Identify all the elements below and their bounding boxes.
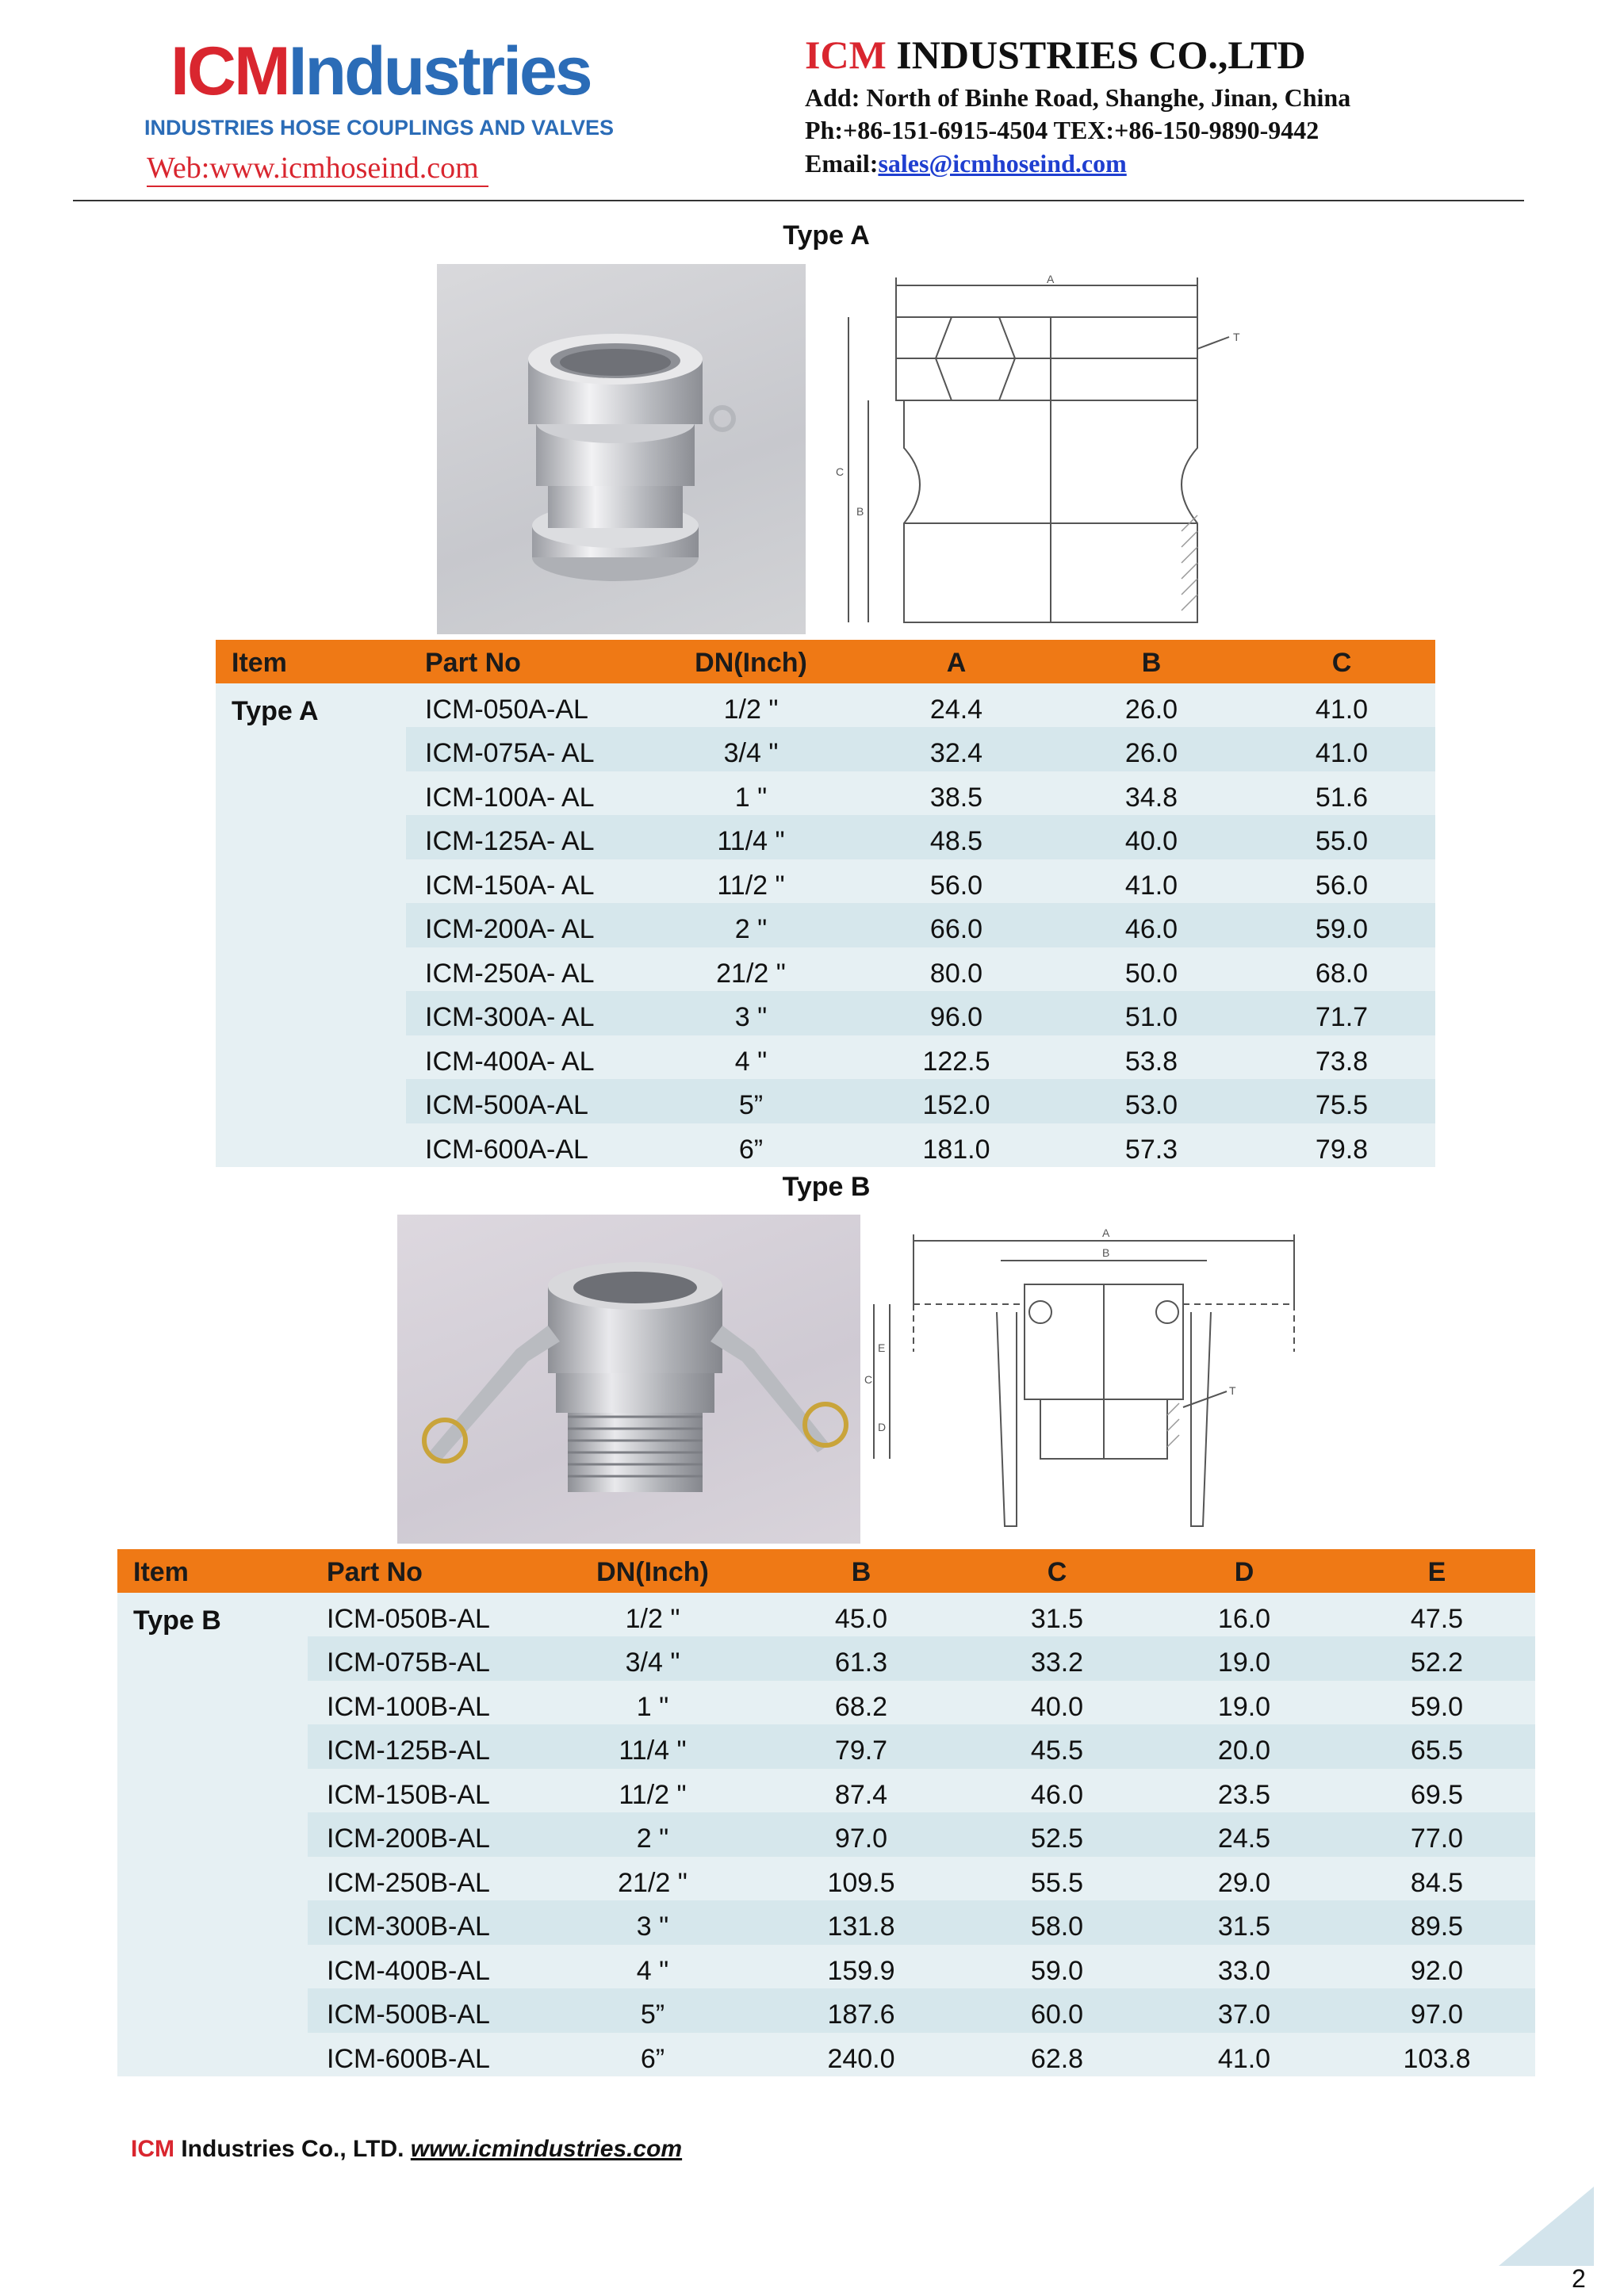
type-a-coupling-image: [437, 264, 806, 634]
table-cell: 2 ": [636, 1823, 669, 1854]
table-row: [406, 1123, 1435, 1167]
table-cell: 56.0: [1315, 870, 1369, 901]
type-a-col-item: Item: [232, 648, 287, 678]
table-cell: 16.0: [1217, 1604, 1271, 1634]
type-b-drawing-label-c: C: [864, 1373, 873, 1386]
website-link[interactable]: Web:www.icmhoseind.com: [147, 151, 488, 187]
table-cell: 1/2 ": [625, 1604, 680, 1634]
page-number: 2: [1572, 2264, 1586, 2293]
table-row: [308, 1900, 1535, 1944]
part-number-cell: ICM-200A- AL: [425, 914, 595, 945]
table-cell: 32.4: [929, 738, 983, 769]
table-cell: 40.0: [1030, 1691, 1084, 1722]
table-cell: 3 ": [734, 1002, 768, 1033]
type-b-col-part-no: Part No: [327, 1557, 423, 1587]
table-cell: 84.5: [1410, 1867, 1464, 1898]
part-number-cell: ICM-600A-AL: [425, 1134, 588, 1165]
type-a-product-photo: [437, 264, 806, 634]
table-cell: 6”: [738, 1134, 764, 1165]
table-cell: 46.0: [1030, 1779, 1084, 1810]
company-email-line: [805, 149, 1127, 178]
table-cell: 75.5: [1315, 1090, 1369, 1121]
type-b-product-photo: [397, 1215, 860, 1544]
table-cell: 51.6: [1315, 782, 1369, 813]
table-row: [308, 1681, 1535, 1724]
table-row: [308, 1945, 1535, 1988]
table-cell: 4 ": [636, 1955, 669, 1986]
page-corner-decoration: [1499, 2187, 1594, 2266]
part-number-cell: ICM-050A-AL: [425, 695, 588, 725]
table-cell: 55.0: [1315, 826, 1369, 857]
table-cell: 92.0: [1410, 1955, 1464, 1986]
page-footer: [131, 2136, 682, 2163]
type-b-col-b: B: [851, 1557, 871, 1587]
table-cell: 38.5: [929, 782, 983, 813]
part-number-cell: ICM-400A- AL: [425, 1046, 595, 1077]
part-number-cell: ICM-250A- AL: [425, 958, 595, 989]
type-a-col-b: B: [1141, 648, 1162, 678]
type-a-table-header: [216, 640, 1435, 683]
part-number-cell: ICM-100B-AL: [327, 1691, 490, 1722]
table-cell: 96.0: [929, 1002, 983, 1033]
table-cell: 45.0: [834, 1604, 888, 1634]
part-number-cell: ICM-075A- AL: [425, 738, 595, 769]
type-a-drawing-label-t: T: [1233, 331, 1240, 343]
table-cell: 11/2 ": [717, 870, 785, 901]
table-row: [406, 1079, 1435, 1123]
type-b-drawing-label-e: E: [878, 1341, 886, 1354]
table-row: [406, 859, 1435, 903]
part-number-cell: ICM-500B-AL: [327, 1999, 490, 2030]
company-address: Add: North of Binhe Road, Shanghe, Jinan, China: [805, 83, 1351, 112]
part-number-cell: ICM-075B-AL: [327, 1647, 490, 1678]
footer-company: Industries Co., LTD.: [174, 2136, 411, 2162]
table-cell: 31.5: [1217, 1911, 1271, 1942]
company-name-icm: ICM: [805, 33, 887, 77]
table-cell: 69.5: [1410, 1779, 1464, 1810]
type-a-item-label: Type A: [232, 696, 319, 726]
table-row: [308, 1636, 1535, 1680]
table-row: [406, 727, 1435, 771]
table-cell: 46.0: [1124, 914, 1178, 945]
table-cell: 19.0: [1217, 1647, 1271, 1678]
type-b-drawing-label-b: B: [1102, 1246, 1110, 1259]
type-b-drawing-label-t: T: [1229, 1384, 1236, 1397]
table-cell: 47.5: [1410, 1604, 1464, 1634]
table-row: [406, 947, 1435, 991]
type-a-spec-table: [216, 640, 1435, 1167]
table-cell: 5”: [738, 1090, 764, 1121]
table-cell: 152.0: [922, 1090, 990, 1121]
type-a-col-c: C: [1331, 648, 1352, 678]
table-cell: 71.7: [1315, 1002, 1369, 1033]
table-cell: 5”: [640, 1999, 665, 2030]
part-number-cell: ICM-500A-AL: [425, 1090, 588, 1121]
table-cell: 23.5: [1217, 1779, 1271, 1810]
table-cell: 57.3: [1124, 1134, 1178, 1165]
table-cell: 187.6: [827, 1999, 895, 2030]
table-row: [308, 1769, 1535, 1812]
company-phone: Ph:+86-151-6915-4504 TEX:+86-150-9890-9442: [805, 116, 1320, 144]
table-cell: 68.2: [834, 1691, 888, 1722]
table-cell: 1 ": [734, 782, 768, 813]
type-a-col-a: A: [946, 648, 967, 678]
part-number-cell: ICM-150A- AL: [425, 870, 595, 901]
part-number-cell: ICM-250B-AL: [327, 1867, 490, 1898]
table-row: [406, 815, 1435, 859]
table-cell: 80.0: [929, 958, 983, 989]
table-cell: 89.5: [1410, 1911, 1464, 1942]
table-cell: 26.0: [1124, 738, 1178, 769]
table-cell: 73.8: [1315, 1046, 1369, 1077]
type-b-drawing-label-d: D: [878, 1421, 887, 1433]
type-b-col-e: E: [1427, 1557, 1446, 1587]
table-cell: 77.0: [1410, 1823, 1464, 1854]
part-number-cell: ICM-150B-AL: [327, 1779, 490, 1810]
type-b-drawing-label-a: A: [1102, 1226, 1110, 1239]
table-cell: 181.0: [922, 1134, 990, 1165]
table-cell: 31.5: [1030, 1604, 1084, 1634]
table-cell: 3/4 ": [723, 738, 779, 769]
table-cell: 53.8: [1124, 1046, 1178, 1077]
table-cell: 97.0: [1410, 1999, 1464, 2030]
footer-icm: ICM: [131, 2136, 174, 2162]
table-cell: 33.0: [1217, 1955, 1271, 1986]
table-row: [308, 1988, 1535, 2032]
table-cell: 19.0: [1217, 1691, 1271, 1722]
table-cell: 87.4: [834, 1779, 888, 1810]
table-cell: 41.0: [1124, 870, 1178, 901]
email-label: Email:: [805, 149, 879, 178]
table-cell: 6”: [640, 2043, 665, 2074]
part-number-cell: ICM-300B-AL: [327, 1911, 490, 1942]
type-a-col-dn: DN(Inch): [695, 648, 807, 678]
part-number-cell: ICM-600B-AL: [327, 2043, 490, 2074]
table-cell: 24.5: [1217, 1823, 1271, 1854]
type-b-coupling-image: [397, 1215, 860, 1544]
type-b-spec-table: [117, 1549, 1535, 2076]
table-cell: 61.3: [834, 1647, 888, 1678]
part-number-cell: ICM-400B-AL: [327, 1955, 490, 1986]
table-row: [308, 1857, 1535, 1900]
type-a-col-part-no: Part No: [425, 648, 521, 678]
table-cell: 3 ": [636, 1911, 669, 1942]
footer-url-link[interactable]: www.icmindustries.com: [410, 2136, 683, 2162]
part-number-cell: ICM-125B-AL: [327, 1735, 490, 1766]
table-cell: 1/2 ": [723, 695, 779, 725]
table-row: [308, 1593, 1535, 1636]
table-cell: 41.0: [1315, 695, 1369, 725]
type-a-drawing-label-b: B: [856, 505, 864, 518]
type-b-technical-drawing: [866, 1225, 1302, 1546]
type-b-table-body: [117, 1593, 1535, 2076]
table-cell: 131.8: [827, 1911, 895, 1942]
table-cell: 21/2 ": [716, 958, 786, 989]
table-cell: 68.0: [1315, 958, 1369, 989]
table-cell: 58.0: [1030, 1911, 1084, 1942]
table-cell: 37.0: [1217, 1999, 1271, 2030]
table-cell: 56.0: [929, 870, 983, 901]
table-cell: 26.0: [1124, 695, 1178, 725]
type-a-technical-drawing: [833, 270, 1273, 634]
table-cell: 53.0: [1124, 1090, 1178, 1121]
table-cell: 29.0: [1217, 1867, 1271, 1898]
table-cell: 11/4 ": [619, 1735, 687, 1766]
table-cell: 50.0: [1124, 958, 1178, 989]
part-number-cell: ICM-200B-AL: [327, 1823, 490, 1854]
type-b-item-label: Type B: [133, 1605, 221, 1636]
table-cell: 66.0: [929, 914, 983, 945]
table-cell: 4 ": [734, 1046, 768, 1077]
table-cell: 41.0: [1315, 738, 1369, 769]
table-row: [406, 903, 1435, 947]
table-cell: 3/4 ": [625, 1647, 680, 1678]
email-link[interactable]: sales@icmhoseind.com: [878, 149, 1127, 178]
table-cell: 79.8: [1315, 1134, 1369, 1165]
table-cell: 103.8: [1403, 2043, 1471, 2074]
table-cell: 97.0: [834, 1823, 888, 1854]
logo-tagline: INDUSTRIES HOSE COUPLINGS AND VALVES: [144, 116, 615, 140]
table-cell: 109.5: [827, 1867, 895, 1898]
logo-icm-text: ICM: [170, 33, 289, 109]
table-cell: 55.5: [1030, 1867, 1084, 1898]
table-cell: 62.8: [1030, 2043, 1084, 2074]
type-b-table-header: [117, 1549, 1535, 1593]
table-row: [308, 2033, 1535, 2076]
table-row: [406, 1035, 1435, 1079]
type-a-drawing-label-c: C: [836, 465, 845, 478]
header-divider: [73, 200, 1524, 201]
table-cell: 79.7: [834, 1735, 888, 1766]
table-row: [406, 991, 1435, 1035]
table-row: [406, 683, 1435, 727]
type-b-col-item: Item: [133, 1557, 189, 1587]
type-b-col-d: D: [1234, 1557, 1254, 1587]
type-b-col-c: C: [1047, 1557, 1067, 1587]
table-cell: 65.5: [1410, 1735, 1464, 1766]
part-number-cell: ICM-300A- AL: [425, 1002, 595, 1033]
table-cell: 159.9: [827, 1955, 895, 1986]
table-cell: 33.2: [1030, 1647, 1084, 1678]
table-cell: 59.0: [1410, 1691, 1464, 1722]
type-a-title: Type A: [783, 220, 870, 251]
table-cell: 34.8: [1124, 782, 1178, 813]
table-cell: 40.0: [1124, 826, 1178, 857]
table-row: [308, 1724, 1535, 1768]
table-cell: 51.0: [1124, 1002, 1178, 1033]
part-number-cell: ICM-125A- AL: [425, 826, 595, 857]
table-cell: 24.4: [929, 695, 983, 725]
table-cell: 20.0: [1217, 1735, 1271, 1766]
company-name: [805, 32, 1306, 78]
table-cell: 45.5: [1030, 1735, 1084, 1766]
table-cell: 240.0: [827, 2043, 895, 2074]
table-cell: 52.5: [1030, 1823, 1084, 1854]
type-b-title: Type B: [782, 1172, 871, 1202]
table-cell: 11/2 ": [619, 1779, 687, 1810]
table-cell: 59.0: [1315, 914, 1369, 945]
table-cell: 1 ": [636, 1691, 669, 1722]
type-b-col-dn: DN(Inch): [596, 1557, 709, 1587]
table-cell: 41.0: [1217, 2043, 1271, 2074]
table-cell: 2 ": [734, 914, 768, 945]
table-cell: 48.5: [929, 826, 983, 857]
table-row: [406, 771, 1435, 815]
table-cell: 122.5: [922, 1046, 990, 1077]
table-cell: 11/4 ": [717, 826, 785, 857]
company-logo: [170, 32, 591, 111]
table-row: [308, 1812, 1535, 1856]
table-cell: 59.0: [1030, 1955, 1084, 1986]
type-a-drawing-label-a: A: [1047, 273, 1055, 285]
table-cell: 52.2: [1410, 1647, 1464, 1678]
type-a-table-body: [216, 683, 1435, 1167]
logo-industries-text: Industries: [288, 33, 591, 109]
table-cell: 21/2 ": [618, 1867, 688, 1898]
company-name-rest: INDUSTRIES CO.,LTD: [886, 33, 1306, 77]
table-cell: 60.0: [1030, 1999, 1084, 2030]
part-number-cell: ICM-100A- AL: [425, 782, 595, 813]
part-number-cell: ICM-050B-AL: [327, 1604, 490, 1634]
